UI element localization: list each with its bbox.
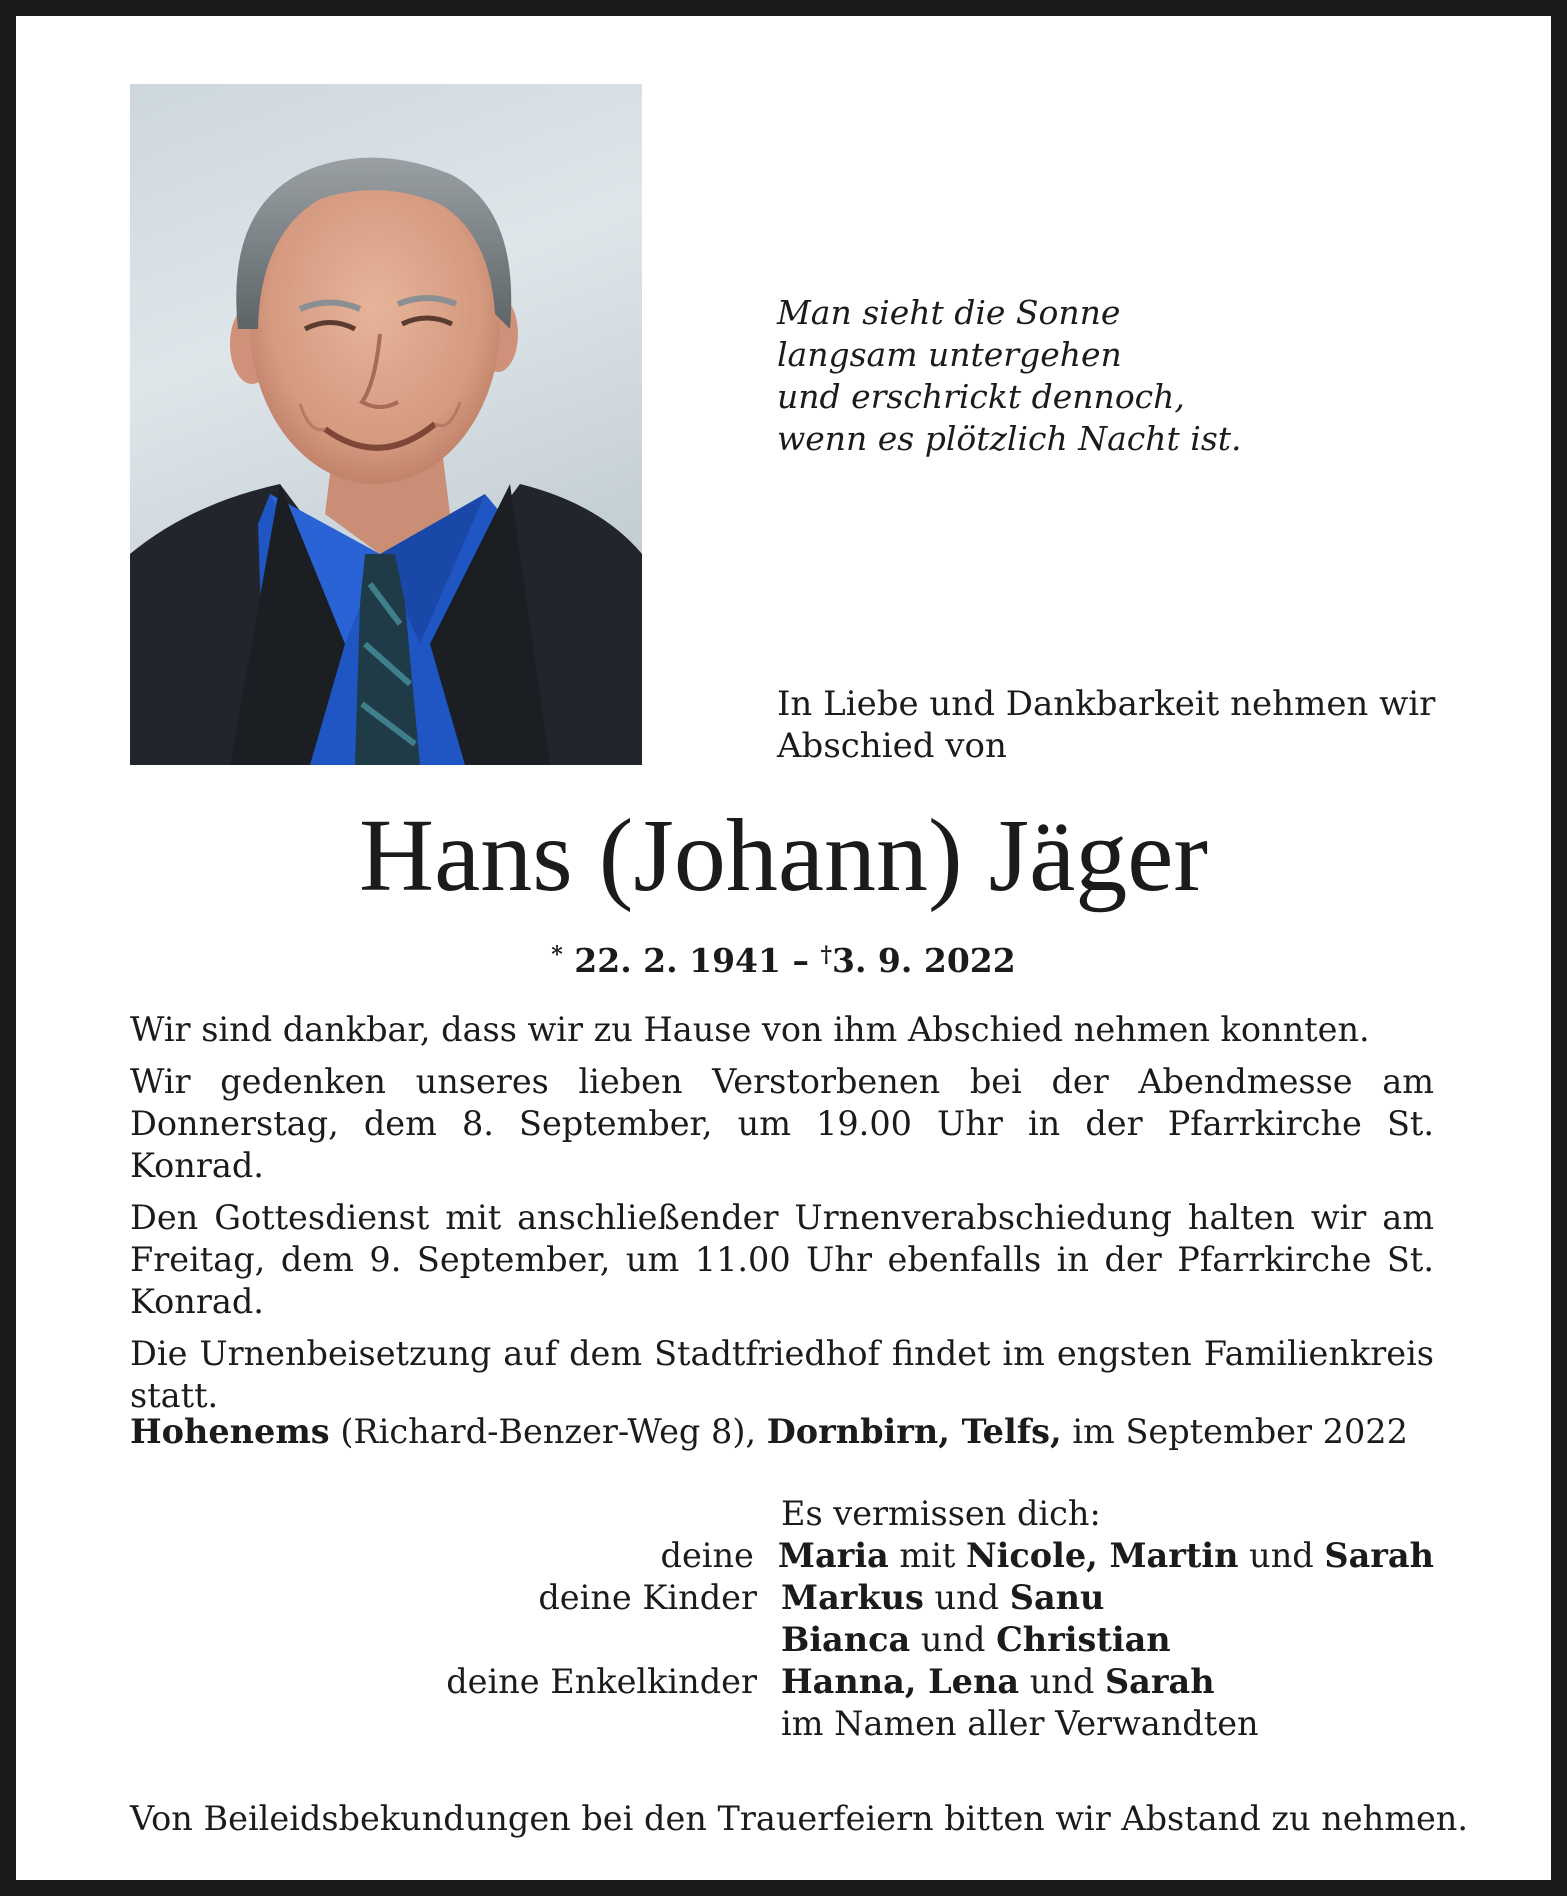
mourner-names <box>781 1577 1104 1619</box>
quote-line: Man sieht die Sonne <box>777 293 1121 332</box>
place-city: Hohenems <box>130 1412 330 1451</box>
mourner-relation: deine Kinder <box>538 1578 757 1617</box>
mourner-names <box>781 1619 1171 1661</box>
mourner-connector: und <box>1238 1536 1325 1575</box>
mourner-names <box>778 1535 1434 1577</box>
mourner-names <box>781 1661 1215 1703</box>
mourner-names <box>781 1703 1259 1745</box>
mourners-intro-row <box>130 1493 1434 1535</box>
mourner-name: Christian <box>996 1620 1171 1659</box>
mourners-list <box>130 1493 1434 1745</box>
body-paragraph: Wir sind dankbar, dass wir zu Hause von ihm Abschied nehmen konnten. <box>130 1010 1370 1049</box>
mourner-name: Nicole, Martin <box>966 1536 1239 1575</box>
mourner-row <box>130 1703 1434 1745</box>
obituary-page <box>16 16 1551 1880</box>
body-paragraph: Den Gottesdienst mit anschließender Urnenverabschiedung halten wir am Freitag, dem 9. September, um 11.00 Uhr ebenfalls in der Pfarrkirche St. Konrad. <box>130 1198 1434 1321</box>
mourner-relation <box>130 1619 757 1661</box>
death-symbol: † <box>820 942 832 968</box>
farewell-line: In Liebe und Dankbarkeit nehmen wir <box>777 684 1436 724</box>
mourner-name: Markus <box>781 1578 924 1617</box>
announcement-body <box>130 1009 1434 1427</box>
mourner-row <box>130 1619 1434 1661</box>
death-date: 3. 9. 2022 <box>831 941 1016 980</box>
body-paragraph: Wir gedenken unseres lieben Verstorbenen bei der Abendmesse am Donnerstag, dem 8. September, um 19.00 Uhr in der Pfarrkirche St. Konrad. <box>130 1062 1434 1185</box>
life-dates <box>16 935 1551 981</box>
mourner-relation <box>130 1703 757 1745</box>
quote-line: langsam untergehen <box>777 335 1122 374</box>
mourners-intro: Es vermissen dich: <box>781 1494 1101 1533</box>
quote <box>777 292 1337 460</box>
mourner-name: Sanu <box>1009 1578 1105 1617</box>
farewell-intro <box>777 683 1457 767</box>
portrait-illustration <box>130 84 642 765</box>
place-address: (Richard-Benzer-Weg 8), <box>340 1412 757 1451</box>
portrait-photo <box>130 84 642 765</box>
mourner-connector: und <box>1019 1662 1105 1701</box>
mourner-relation: deine Enkelkinder <box>446 1662 757 1701</box>
birth-date: 22. 2. 1941 <box>574 941 781 980</box>
farewell-line: Abschied von <box>777 726 1007 766</box>
mourner-name: Bianca <box>781 1620 911 1659</box>
place-date: im September 2022 <box>1072 1412 1408 1451</box>
place-cities: Dornbirn, Telfs, <box>766 1412 1062 1451</box>
mourner-relation: deine <box>660 1536 754 1575</box>
mourner-name: Maria <box>777 1536 889 1575</box>
mourner-row <box>130 1661 1434 1703</box>
quote-line: wenn es plötzlich Nacht ist. <box>777 419 1242 458</box>
mourner-name: Sarah <box>1104 1662 1215 1701</box>
place-and-date <box>130 1411 1434 1453</box>
closing-note: Von Beileidsbekundungen bei den Trauerfeiern bitten wir Abstand zu nehmen. <box>130 1799 1469 1838</box>
mourner-connector: und <box>910 1620 997 1659</box>
body-paragraph: Die Urnenbeisetzung auf dem Stadtfriedhof findet im engsten Familienkreis statt. <box>130 1334 1434 1415</box>
mourner-name: Sarah <box>1324 1536 1434 1575</box>
mourner-connector: und <box>923 1578 1010 1617</box>
birth-symbol: * <box>551 942 563 968</box>
mourner-connector: im Namen aller Verwandten <box>781 1704 1259 1743</box>
date-separator: – <box>792 941 809 980</box>
deceased-name: Hans (Johann) Jäger <box>358 798 1209 913</box>
mourner-connector: mit <box>888 1536 967 1575</box>
mourner-row <box>130 1535 1434 1577</box>
quote-line: und erschrickt dennoch, <box>777 377 1185 416</box>
mourner-row <box>130 1577 1434 1619</box>
mourner-name: Hanna, Lena <box>781 1662 1020 1701</box>
